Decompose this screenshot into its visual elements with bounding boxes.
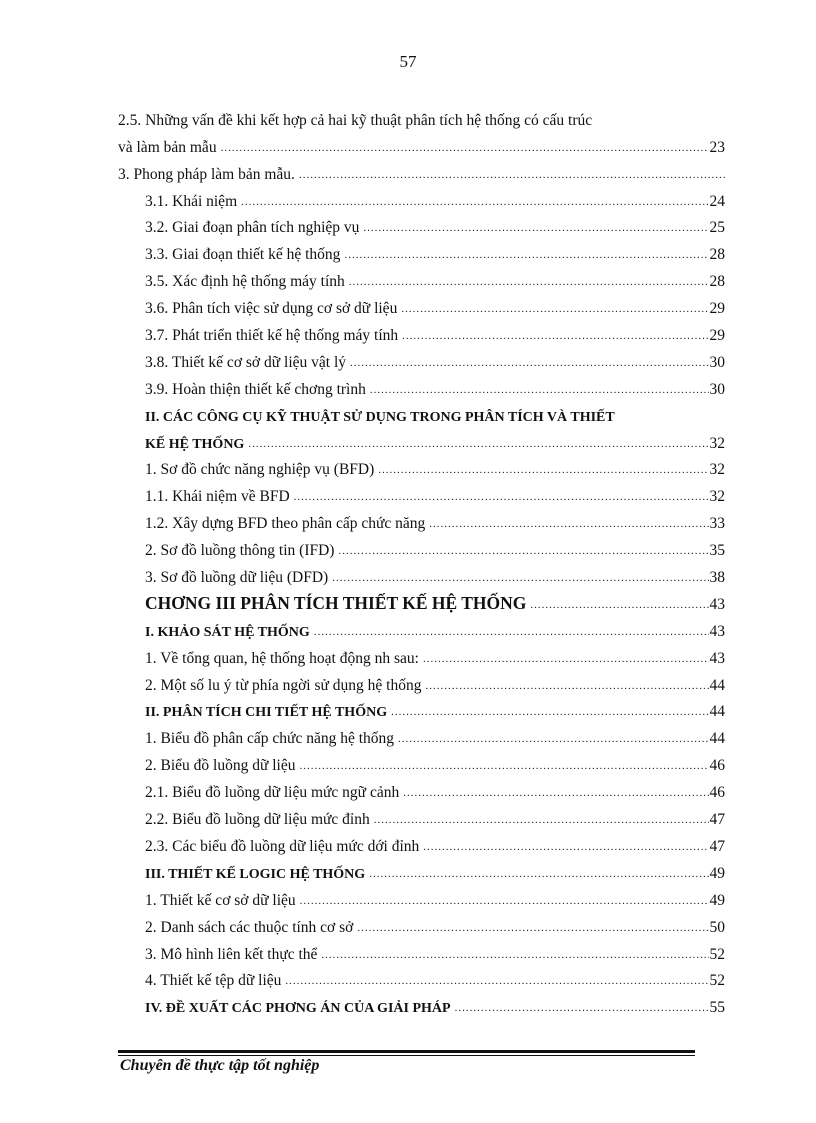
toc-entry — [118, 802, 725, 829]
toc-entry-title: 3.5. Xác định hệ thống máy tính — [145, 273, 345, 291]
dot-leader — [363, 223, 708, 237]
table-of-contents — [118, 103, 725, 1017]
toc-entry-page: 35 — [709, 542, 725, 560]
toc-entry-page: 46 — [709, 784, 725, 802]
toc-entry-title: 2.5. Những vấn đề khi kết hợp cả hai kỹ thuật phân tích hệ thống có cấu trúc — [118, 111, 593, 129]
toc-entry — [118, 883, 725, 910]
toc-entry-title: 3. Phong pháp làm bản mẫu. — [118, 165, 295, 183]
toc-entry — [118, 130, 725, 157]
dot-leader — [248, 439, 708, 453]
toc-entry — [118, 184, 725, 211]
toc-entry-page: 50 — [709, 918, 725, 936]
toc-entry-title: 1.1. Khái niệm về BFD — [145, 488, 290, 506]
toc-entry-title: IV. ĐỀ XUẤT CÁC PHƠNG ÁN CỦA GIẢI PHÁP — [145, 1001, 451, 1017]
footer-rule — [118, 1050, 695, 1053]
toc-entry-title: 1. Thiết kế cơ sở dữ liệu — [145, 891, 296, 909]
toc-entry-page: 30 — [709, 380, 725, 398]
toc-entry-title: 1.2. Xây dựng BFD theo phân cấp chức năng — [145, 515, 426, 533]
dot-leader — [314, 627, 709, 641]
dot-leader — [423, 842, 708, 856]
toc-entry — [118, 721, 725, 748]
dot-leader — [423, 654, 709, 668]
dot-leader — [332, 573, 708, 587]
dot-leader — [403, 788, 708, 802]
dot-leader — [530, 600, 708, 614]
toc-entry-page: 52 — [709, 945, 725, 963]
toc-entry-page: 43 — [709, 649, 725, 667]
toc-entry — [118, 264, 725, 291]
dot-leader — [369, 869, 708, 883]
toc-entry-title: I. KHẢO SÁT HỆ THỐNG — [145, 624, 310, 640]
dot-leader — [221, 143, 709, 157]
dot-leader — [349, 277, 709, 291]
toc-entry — [118, 157, 725, 184]
toc-entry-page: 32 — [709, 434, 725, 452]
dot-leader — [294, 492, 709, 506]
toc-entry-title: 1. Về tổng quan, hệ thống hoạt động nh sau: — [145, 649, 419, 667]
toc-entry-page: 55 — [709, 999, 725, 1017]
toc-entry — [118, 479, 725, 506]
toc-entry — [118, 211, 725, 238]
toc-entry-page: 47 — [709, 811, 725, 829]
dot-leader — [357, 923, 708, 937]
toc-entry-title: 3.2. Giai đoạn phân tích nghiệp vụ — [145, 219, 360, 237]
toc-entry — [118, 937, 725, 964]
toc-entry — [118, 668, 725, 695]
toc-entry-page: 24 — [709, 192, 725, 210]
dot-leader — [299, 170, 725, 184]
dot-leader — [338, 546, 708, 560]
toc-entry-page: 30 — [709, 353, 725, 371]
toc-entry — [118, 318, 725, 345]
toc-entry — [118, 856, 725, 883]
toc-entry — [118, 345, 725, 372]
toc-entry-page: 38 — [709, 569, 725, 587]
toc-entry-title: 2. Biểu đồ luồng dữ liệu — [145, 757, 296, 775]
dot-leader — [401, 304, 708, 318]
toc-entry-page: 32 — [709, 461, 725, 479]
dot-leader — [350, 358, 708, 372]
toc-entry — [118, 695, 725, 722]
toc-entry-title: 3. Sơ đồ luồng dữ liệu (DFD) — [145, 569, 329, 587]
dot-leader — [378, 465, 708, 479]
dot-leader — [300, 896, 709, 910]
toc-entry-title: KẾ HỆ THỐNG — [145, 436, 245, 452]
toc-entry-title: 2.3. Các biểu đồ luồng dữ liệu mức dới đỉnh — [145, 837, 420, 855]
toc-entry-title: 3.1. Khái niệm — [145, 192, 238, 210]
dot-leader — [391, 707, 708, 721]
toc-entry-title: 4. Thiết kế tệp dữ liệu — [145, 972, 282, 990]
toc-entry — [118, 291, 725, 318]
toc-entry-title: và làm bản mẫu — [118, 138, 217, 156]
toc-entry-page: 44 — [709, 676, 725, 694]
dot-leader — [321, 950, 708, 964]
toc-entry-page: 29 — [709, 327, 725, 345]
toc-entry-page: 49 — [709, 891, 725, 909]
toc-entry — [118, 237, 725, 264]
toc-entry-page: 47 — [709, 837, 725, 855]
toc-entry-page: 28 — [709, 246, 725, 264]
toc-entry — [118, 829, 725, 856]
toc-entry — [118, 399, 725, 426]
toc-entry-title: 3.8. Thiết kế cơ sở dữ liệu vật lý — [145, 353, 347, 371]
toc-entry-page: 43 — [709, 595, 725, 613]
toc-entry — [118, 453, 725, 480]
toc-entry-page: 25 — [709, 219, 725, 237]
toc-entry-page: 29 — [709, 300, 725, 318]
toc-entry-title: 1. Biểu đồ phân cấp chức năng hệ thống — [145, 730, 395, 748]
toc-entry-title: 3.6. Phân tích việc sử dụng cơ sở dữ liệu — [145, 300, 398, 318]
dot-leader — [455, 1003, 709, 1017]
dot-leader — [429, 519, 708, 533]
toc-entry — [118, 990, 725, 1017]
toc-entry — [118, 426, 725, 453]
toc-entry-title: 3. Mô hình liên kết thực thể — [145, 945, 318, 963]
toc-entry-title: II. CÁC CÔNG CỤ KỸ THUẬT SỬ DỤNG TRONG PHÂN TÍCH VÀ THIẾT — [145, 409, 615, 425]
dot-leader — [299, 761, 708, 775]
toc-entry-title: 2. Danh sách các thuộc tính cơ sở — [145, 918, 354, 936]
page-number: 57 — [399, 52, 417, 71]
toc-entry-title: 2. Sơ đồ luồng thông tin (IFD) — [145, 542, 335, 560]
toc-entry-title: 1. Sơ đồ chức năng nghiệp vụ (BFD) — [145, 461, 375, 479]
toc-entry-title: 2. Một số lu ý từ phía ngời sử dụng hệ thống — [145, 676, 422, 694]
dot-leader — [374, 815, 709, 829]
toc-entry-page: 32 — [709, 488, 725, 506]
dot-leader — [241, 197, 708, 211]
toc-entry-title: 2.2. Biểu đồ luồng dữ liệu mức đỉnh — [145, 811, 370, 829]
footer-rule-thin — [118, 1055, 695, 1056]
toc-entry-page: 44 — [709, 703, 725, 721]
dot-leader — [398, 734, 708, 748]
toc-entry — [118, 533, 725, 560]
toc-entry-page: 43 — [709, 622, 725, 640]
toc-entry-page: 44 — [709, 730, 725, 748]
toc-entry — [118, 372, 725, 399]
toc-entry — [118, 641, 725, 668]
dot-leader — [425, 681, 708, 695]
toc-entry — [118, 775, 725, 802]
toc-entry-page: 46 — [709, 757, 725, 775]
toc-entry — [118, 614, 725, 641]
toc-entry — [118, 910, 725, 937]
toc-entry-page: 23 — [709, 138, 725, 156]
toc-entry — [118, 748, 725, 775]
toc-entry-page: 28 — [709, 273, 725, 291]
toc-entry-title: CHƠNG III PHÂN TÍCH THIẾT KẾ HỆ THỐNG — [145, 592, 527, 613]
toc-entry-title: 3.9. Hoàn thiện thiết kế chơng trình — [145, 380, 366, 398]
toc-entry-title: III. THIẾT KẾ LOGIC HỆ THỐNG — [145, 866, 366, 882]
toc-entry-page: 33 — [709, 515, 725, 533]
dot-leader — [344, 250, 708, 264]
toc-entry-title: 3.7. Phát triển thiết kế hệ thống máy tính — [145, 327, 399, 345]
toc-entry-title: 2.1. Biểu đồ luồng dữ liệu mức ngữ cảnh — [145, 784, 400, 802]
toc-entry-page: 49 — [709, 864, 725, 882]
toc-entry-title: 3.3. Giai đoạn thiết kế hệ thống — [145, 246, 341, 264]
dot-leader — [285, 976, 708, 990]
toc-entry-page: 52 — [709, 972, 725, 990]
dot-leader — [402, 331, 708, 345]
toc-entry — [118, 560, 725, 587]
toc-entry — [118, 587, 725, 614]
toc-entry-title: II. PHÂN TÍCH CHI TIẾT HỆ THỐNG — [145, 705, 388, 721]
toc-entry — [118, 964, 725, 991]
dot-leader — [370, 385, 709, 399]
footer-title: Chuyên đề thực tập tốt nghiệp — [120, 1057, 320, 1074]
toc-entry — [118, 103, 725, 130]
toc-entry — [118, 506, 725, 533]
